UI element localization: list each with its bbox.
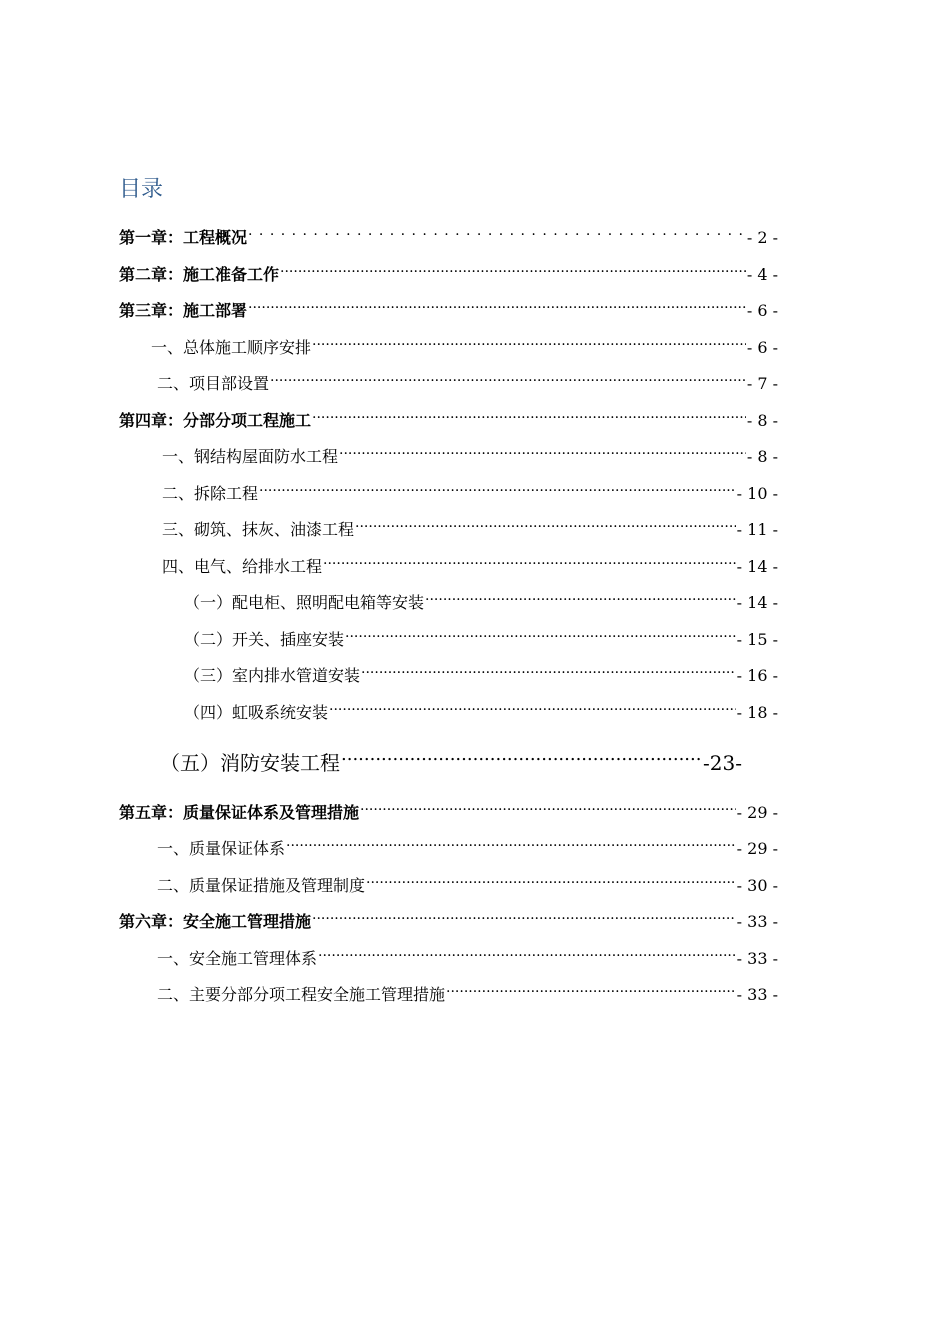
toc-entry-label: （一）配电柜、照明配电箱等安装 bbox=[184, 593, 425, 612]
toc-entry-page: - 29 - bbox=[736, 803, 778, 822]
dot-leader bbox=[270, 365, 746, 389]
toc-entry-page: - 2 - bbox=[746, 228, 778, 247]
toc-entry-page: - 6 - bbox=[746, 301, 778, 320]
toc-entry-label: 一、总体施工顺序安排 bbox=[151, 338, 312, 357]
toc-entry-4-2[interactable] bbox=[162, 475, 778, 503]
toc-entry-6-1[interactable] bbox=[157, 940, 778, 968]
dot-leader bbox=[280, 256, 746, 280]
toc-entry-page: - 29 - bbox=[736, 839, 778, 858]
toc-entry-label: 二、拆除工程 bbox=[162, 484, 259, 503]
dot-leader bbox=[329, 694, 736, 718]
toc-entry-page: -23- bbox=[703, 751, 742, 775]
toc-entry-page: - 6 - bbox=[746, 338, 778, 357]
toc-entry-label: 四、电气、给排水工程 bbox=[162, 557, 323, 576]
toc-entry-4-4[interactable] bbox=[162, 548, 778, 576]
toc-entry-chapter-3[interactable] bbox=[119, 292, 778, 320]
dot-leader bbox=[312, 903, 736, 927]
toc-entry-label: 第四章：分部分项工程施工 bbox=[119, 411, 312, 430]
toc-entry-label: 第二章：施工准备工作 bbox=[119, 265, 280, 284]
toc-entry-page: - 7 - bbox=[746, 374, 778, 393]
toc-entry-label: 一、钢结构屋面防水工程 bbox=[162, 447, 339, 466]
dot-leader bbox=[248, 219, 746, 243]
dot-leader bbox=[425, 584, 736, 608]
dot-leader bbox=[360, 794, 736, 818]
toc-entry-label: 第六章：安全施工管理措施 bbox=[119, 912, 312, 931]
toc-entry-page: - 16 - bbox=[736, 666, 778, 685]
dot-leader bbox=[312, 329, 746, 353]
toc-entry-label: 一、质量保证体系 bbox=[157, 839, 286, 858]
toc-entry-page: - 14 - bbox=[736, 593, 778, 612]
dot-leader bbox=[339, 438, 746, 462]
toc-entry-4-3[interactable] bbox=[162, 511, 778, 539]
toc-entry-label: （四）虹吸系统安装 bbox=[184, 703, 329, 722]
toc-entry-page: - 33 - bbox=[736, 985, 778, 1004]
toc-entry-page: - 18 - bbox=[736, 703, 778, 722]
toc-entry-3-1[interactable] bbox=[151, 329, 778, 357]
toc-entry-chapter-5[interactable] bbox=[119, 794, 778, 822]
toc-entry-3-2[interactable] bbox=[157, 365, 778, 393]
dot-leader bbox=[312, 402, 746, 426]
toc-entry-label: 三、砌筑、抹灰、油漆工程 bbox=[162, 520, 355, 539]
toc-entry-label: 二、项目部设置 bbox=[157, 374, 270, 393]
toc-title: 目录 bbox=[119, 177, 164, 202]
toc-entry-chapter-6[interactable] bbox=[119, 903, 778, 931]
toc-entry-label: 第一章：工程概况 bbox=[119, 228, 248, 247]
dot-leader bbox=[361, 657, 736, 681]
toc-entry-page: - 4 - bbox=[746, 265, 778, 284]
toc-entry-4-4-3[interactable] bbox=[184, 657, 778, 685]
toc-entry-page: - 15 - bbox=[736, 630, 778, 649]
toc-entry-chapter-2[interactable] bbox=[119, 256, 778, 284]
dot-leader bbox=[355, 511, 736, 535]
toc-entry-4-4-4[interactable] bbox=[184, 694, 778, 722]
dot-leader bbox=[366, 867, 736, 891]
toc-entry-label: 第五章：质量保证体系及管理措施 bbox=[119, 803, 360, 822]
toc-entry-chapter-4[interactable] bbox=[119, 402, 778, 430]
toc-entry-label: 二、质量保证措施及管理制度 bbox=[157, 876, 366, 895]
toc-entry-4-4-5[interactable] bbox=[160, 740, 742, 775]
dot-leader bbox=[286, 830, 736, 854]
toc-entry-page: - 14 - bbox=[736, 557, 778, 576]
toc-entry-5-2[interactable] bbox=[157, 867, 778, 895]
toc-entry-label: 第三章：施工部署 bbox=[119, 301, 248, 320]
toc-entry-label: （三）室内排水管道安装 bbox=[184, 666, 361, 685]
toc-entry-4-1[interactable] bbox=[162, 438, 778, 466]
toc-entry-6-2[interactable] bbox=[157, 976, 778, 1004]
dot-leader bbox=[323, 548, 736, 572]
dot-leader bbox=[345, 621, 736, 645]
toc-entry-label: 二、主要分部分项工程安全施工管理措施 bbox=[157, 985, 446, 1004]
toc-entry-chapter-1[interactable] bbox=[119, 219, 778, 247]
toc-entry-label: （五）消防安装工程 bbox=[160, 751, 340, 775]
toc-entry-label: （二）开关、插座安装 bbox=[184, 630, 345, 649]
toc-entry-page: - 30 - bbox=[736, 876, 778, 895]
toc-entry-page: - 33 - bbox=[736, 949, 778, 968]
toc-entry-5-1[interactable] bbox=[157, 830, 778, 858]
dot-leader bbox=[248, 292, 746, 316]
toc-entry-page: - 8 - bbox=[746, 447, 778, 466]
toc-entry-page: - 10 - bbox=[736, 484, 778, 503]
toc-entry-label: 一、安全施工管理体系 bbox=[157, 949, 318, 968]
dot-leader bbox=[341, 740, 702, 770]
toc-entry-page: - 11 - bbox=[736, 520, 778, 539]
dot-leader bbox=[259, 475, 736, 499]
toc-entry-page: - 8 - bbox=[746, 411, 778, 430]
dot-leader bbox=[318, 940, 736, 964]
toc-entry-page: - 33 - bbox=[736, 912, 778, 931]
dot-leader bbox=[446, 976, 736, 1000]
toc-entry-4-4-2[interactable] bbox=[184, 621, 778, 649]
toc-entry-4-4-1[interactable] bbox=[184, 584, 778, 612]
